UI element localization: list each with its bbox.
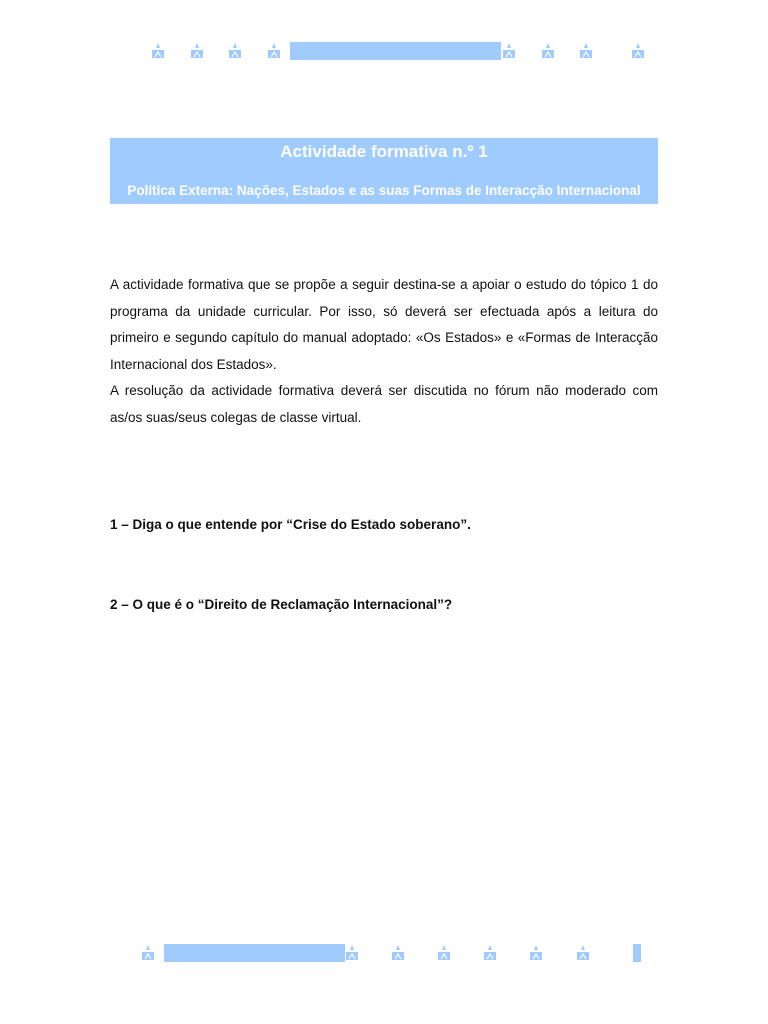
footer-decoration xyxy=(0,942,768,966)
person-marker-icon xyxy=(150,42,166,60)
intro-paragraph: A resolução da actividade formativa deverá ser discutida no fórum não moderado com as/os suas/seus colegas de classe virtual. xyxy=(110,383,658,425)
person-marker-icon xyxy=(227,42,243,60)
intro-text xyxy=(110,272,658,431)
title-banner xyxy=(110,138,658,204)
person-marker-icon xyxy=(575,944,591,962)
person-marker-icon xyxy=(266,42,282,60)
person-marker-icon xyxy=(436,944,452,962)
person-marker-icon xyxy=(578,42,594,60)
person-marker-icon xyxy=(528,944,544,962)
person-marker-icon xyxy=(344,944,360,962)
footer-bar xyxy=(164,944,345,962)
question-2: 2 – O que é o “Direito de Reclamação Internacional”? xyxy=(110,597,453,612)
person-marker-icon xyxy=(140,944,156,962)
person-marker-icon xyxy=(540,42,556,60)
document-title: Actividade formativa n.º 1 xyxy=(280,142,488,161)
header-bar xyxy=(290,42,501,60)
question-1: 1 – Diga o que entende por “Crise do Estado soberano”. xyxy=(110,517,471,532)
person-marker-icon xyxy=(390,944,406,962)
header-decoration xyxy=(0,40,768,64)
footer-bar-end xyxy=(633,944,641,962)
person-marker-icon xyxy=(189,42,205,60)
person-marker-icon xyxy=(630,42,646,60)
document-subtitle: Política Externa: Nações, Estados e as suas Formas de Interacção Internacional xyxy=(127,183,641,198)
person-marker-icon xyxy=(501,42,517,60)
person-marker-icon xyxy=(482,944,498,962)
intro-paragraph: A actividade formativa que se propõe a seguir destina-se a apoiar o estudo do tópico 1 do programa da unidade curricular. Por isso, só deverá ser efectuada após a leitura do primeiro e segundo capítulo do manual adoptado: «Os Estados» e «Formas de Interacção Internacional dos Estados». xyxy=(110,277,658,372)
